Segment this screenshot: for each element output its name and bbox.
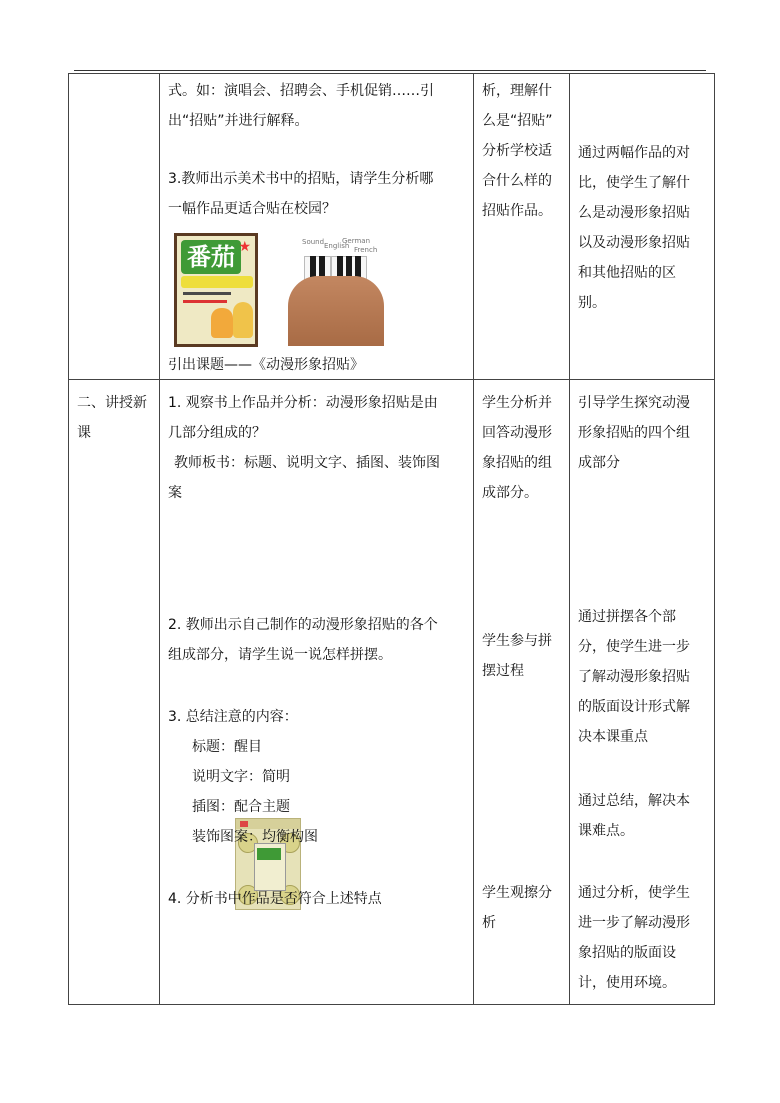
student-text: 成部分。 — [482, 485, 538, 501]
activity-text: 式。如：演唱会、招聘会、手机促销……引 — [168, 83, 434, 99]
section-title: 课 — [77, 425, 91, 441]
purpose-text: 通过分析，使学生 — [578, 885, 690, 901]
poster-cartoon-image — [174, 233, 258, 347]
student-text: 象招贴的组 — [482, 455, 552, 471]
purpose-text: 形象招贴的四个组 — [578, 425, 690, 441]
section-cell — [69, 74, 160, 380]
student-text: 么是“招贴” — [482, 113, 553, 129]
activity-text: 组成部分，请学生说一说怎样拼摆。 — [168, 647, 392, 663]
student-cell — [474, 74, 570, 380]
lesson-topic-text: 引出课题——《动漫形象招贴》 — [168, 357, 364, 373]
lesson-plan-table — [68, 73, 715, 1005]
star-icon: ★ — [238, 239, 251, 255]
purpose-text: 通过拼摆各个部 — [578, 609, 676, 625]
purpose-text: 计，使用环境。 — [578, 975, 676, 991]
purpose-text: 和其他招贴的区 — [578, 265, 676, 281]
summary-point: 插图：配合主题 — [192, 799, 290, 815]
poster-word: Sound — [302, 238, 325, 246]
purpose-text: 通过总结，解决本 — [578, 793, 690, 809]
poster-title: 番茄 — [181, 240, 241, 274]
student-text: 学生观擦分 — [482, 885, 552, 901]
activity-text: 出“招贴”并进行解释。 — [168, 113, 309, 129]
activity-text: 一幅作品更适合贴在校园？ — [168, 201, 336, 217]
student-text: 合什么样的 — [482, 173, 552, 189]
student-text: 分析学校适 — [482, 143, 552, 159]
activity-text: 教师板书：标题、说明文字、插图、装饰图 — [174, 455, 440, 471]
purpose-text: 以及动漫形象招贴 — [578, 235, 690, 251]
activity-text: 2. 教师出示自己制作的动漫形象招贴的各个 — [168, 617, 438, 633]
student-text: 学生参与拼 — [482, 633, 552, 649]
poster-word: German — [342, 237, 371, 245]
activity-text: 案 — [168, 485, 182, 501]
table-row — [69, 74, 715, 380]
summary-point: 装饰图案：均衡构图 — [192, 829, 318, 845]
summary-point: 说明文字：简明 — [192, 769, 290, 785]
student-text: 招贴作品。 — [482, 203, 552, 219]
activity-text: 1. 观察书上作品并分析：动漫形象招贴是由 — [168, 395, 438, 411]
section-title: 二、讲授新 — [77, 395, 147, 411]
summary-point: 标题：醒目 — [192, 739, 262, 755]
purpose-text: 引导学生探究动漫 — [578, 395, 690, 411]
purpose-cell — [570, 380, 715, 1005]
header-rule — [74, 70, 706, 71]
activity-cell — [160, 380, 474, 1005]
student-cell — [474, 380, 570, 1005]
activity-text: 3.教师出示美术书中的招贴，请学生分析哪 — [168, 171, 434, 187]
student-text: 学生分析并 — [482, 395, 552, 411]
student-text: 析，理解什 — [482, 83, 552, 99]
purpose-text: 分，使学生进一步 — [578, 639, 690, 655]
student-text: 摆过程 — [482, 663, 524, 679]
poster-piano-hands-image — [288, 236, 384, 346]
student-text: 析 — [482, 915, 496, 931]
activity-text: 几部分组成的？ — [168, 425, 266, 441]
table-row — [69, 380, 715, 1005]
purpose-text: 么是动漫形象招贴 — [578, 205, 690, 221]
purpose-text: 通过两幅作品的对 — [578, 145, 690, 161]
poster-word: French — [354, 246, 378, 254]
purpose-text: 成部分 — [578, 455, 620, 471]
activity-cell — [160, 74, 474, 380]
purpose-text: 课难点。 — [578, 823, 634, 839]
section-cell — [69, 380, 160, 1005]
purpose-text: 决本课重点 — [578, 729, 648, 745]
activity-text: 3. 总结注意的内容： — [168, 709, 298, 725]
purpose-text: 象招贴的版面设 — [578, 945, 676, 961]
student-text: 回答动漫形 — [482, 425, 552, 441]
purpose-text: 了解动漫形象招贴 — [578, 669, 690, 685]
activity-text: 4. 分析书中作品是否符合上述特点 — [168, 891, 382, 907]
purpose-text: 别。 — [578, 295, 606, 311]
purpose-cell — [570, 74, 715, 380]
poster-word: English — [324, 242, 350, 250]
purpose-text: 比，使学生了解什 — [578, 175, 690, 191]
purpose-text: 的版面设计形式解 — [578, 699, 690, 715]
purpose-text: 进一步了解动漫形 — [578, 915, 690, 931]
